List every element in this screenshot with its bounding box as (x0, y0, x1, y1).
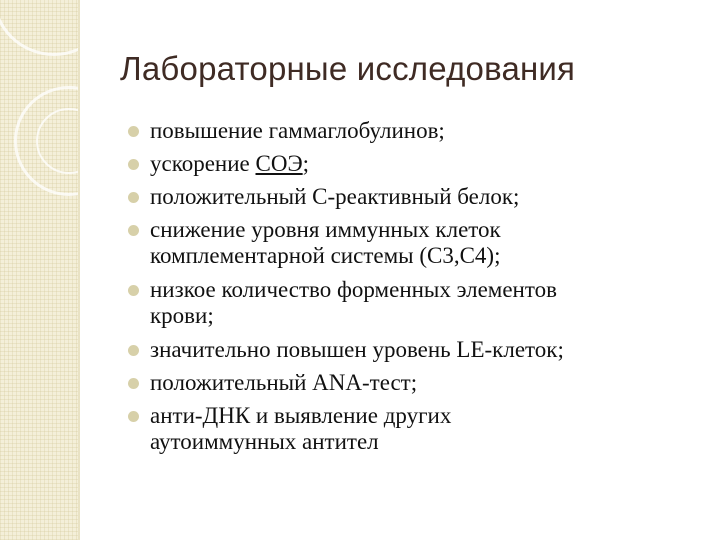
list-item (128, 184, 708, 210)
soe-link[interactable]: СОЭ (255, 151, 303, 176)
sidebar-divider (78, 0, 80, 540)
list-item-text: крови; (150, 303, 214, 328)
slide-title: Лабораторные исследования (120, 50, 576, 87)
bullet-icon (128, 378, 139, 389)
list-item-text: комплементарной системы (С3,С4); (150, 243, 501, 268)
bullet-icon (128, 411, 139, 422)
bullet-icon (128, 225, 139, 236)
list-item-text: положительный ANA-тест; (150, 370, 418, 395)
list-item (128, 370, 708, 396)
list-item (128, 337, 708, 363)
list-item-text: снижение уровня иммунных клеток (150, 217, 501, 242)
list-item-text: ; (302, 151, 310, 176)
list-item-text: ускорение (150, 151, 256, 176)
list-item (128, 217, 708, 269)
list-item-text: повышение гаммаглобулинов; (150, 118, 445, 143)
list-item-text: низкое количество форменных элементов (150, 277, 557, 302)
list-item-text: значительно повышен уровень LE-клеток; (150, 337, 564, 362)
list-item-text: положительный С-реактивный белок; (150, 184, 520, 209)
list-item (128, 151, 708, 177)
list-item (128, 118, 708, 144)
bullet-icon (128, 126, 139, 137)
bullet-list (128, 118, 708, 462)
list-item-text: анти-ДНК и выявление других (150, 403, 452, 428)
bullet-icon (128, 192, 139, 203)
list-item (128, 277, 708, 329)
decorative-sidebar (0, 0, 78, 540)
list-item (128, 403, 708, 455)
bullet-icon (128, 159, 139, 170)
decorative-ring (0, 0, 78, 56)
bullet-icon (128, 285, 139, 296)
list-item-text: аутоиммунных антител (150, 429, 379, 454)
bullet-icon (128, 345, 139, 356)
